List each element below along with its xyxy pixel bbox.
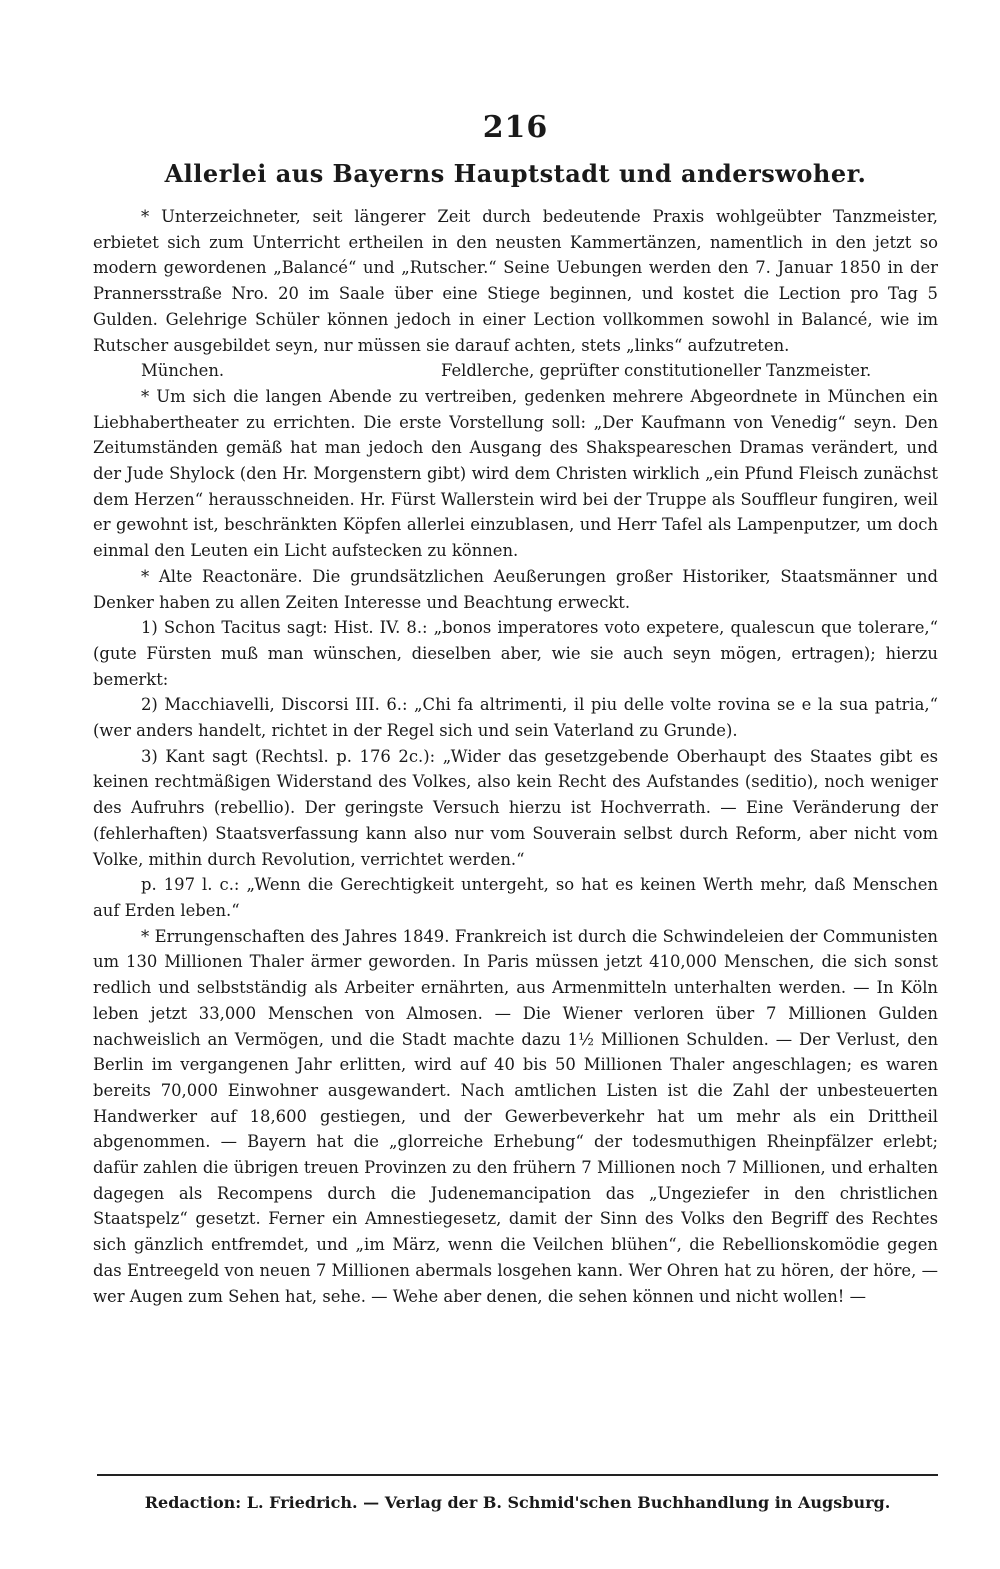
signature-line	[93, 358, 938, 384]
signature-place: München.	[141, 361, 225, 381]
quote-kant-2: p. 197 l. c.: „Wenn die Gerechtigkeit untergeht, so hat es keinen Werth mehr, daß Menschen auf Erden leben.“	[93, 875, 938, 920]
page-number: 216	[482, 110, 549, 145]
article-body	[93, 204, 938, 1309]
item-dance-master: * Unterzeichneter, seit längerer Zeit durch bedeutende Praxis wohlgeübter Tanzmeister, erbietet sich zum Unterricht ertheilen in den neusten Kammertänzen, namentlich in den jetzt so modern gewordenen „Balancé“ und „Rutscher.“ Seine Uebungen werden den 7. Januar 1850 in der Prannersstraße Nro. 20 im Saale über eine Stiege beginnen, und kostet die Lection pro Tag 5 Gulden. Gelehrige Schüler können jedoch in einer Lection vollkommen sowohl in Balancé, wie im Rutscher ausgebildet seyn, nur müssen sie darauf achten, stets „links“ aufzutreten.	[93, 207, 938, 355]
signature-name: Feldlerche, geprüfter constitutioneller Tanzmeister.	[441, 361, 872, 381]
quote-macchiavelli: 2) Macchiavelli, Discorsi III. 6.: „Chi fa altrimenti, il piu delle volte rovina se e la sua patria,“ (wer anders handelt, richtet in der Regel sich und sein Vaterland zu Grunde).	[93, 695, 938, 741]
item-achievements-1849: * Errungenschaften des Jahres 1849. Frankreich ist durch die Schwindeleien der Communisten um 130 Millionen Thaler ärmer geworden. In Paris müssen jetzt 410,000 Menschen, die sich sonst redlich und selbstständig als Arbeiter ernährten, aus Armenmitteln unterhalten werden. — In Köln leben jetzt 33,000 Menschen von Almosen. — Die Wiener verloren über 7 Millionen Gulden nachweislich an Vermögen, und die Stadt machte dazu 1½ Millionen Schulden. — Der Verlust, den Berlin im vergangenen Jahr erlitten, wird auf 40 bis 50 Millionen Thaler angeschlagen; es waren bereits 70,000 Einwohner ausgewandert. Nach amtlichen Listen ist die Zahl der unbesteuerten Handwerker auf 18,600 gestiegen, und der Gewerbeverkehr hat um mehr als ein Drittheil abgenommen. — Bayern hat die „glorreiche Erhebung“ der todesmuthigen Rheinpfälzer erlebt; dafür zahlen die übrigen treuen Provinzen zu den frühern 7 Millionen noch 7 Millionen, und erhalten dagegen als Recompens durch die Judenemancipation das „Ungeziefer in den christlichen Staatspelz“ gesetzt. Ferner ein Amnestiegesetz, damit der Sinn des Volks den Begriff des Rechtes sich gänzlich entfremdet, und „im März, wenn die Veilchen blühen“, die Rebellionskomödie gegen das Entreegeld von neuen 7 Millionen abermals losgehen kann. Wer Ohren hat zu hören, der höre, — wer Augen zum Sehen hat, sehe. — Wehe aber denen, die sehen können und nicht wollen! —	[93, 926, 938, 1306]
imprint-footer: Redaction: L. Friedrich. — Verlag der B. Schmid'schen Buchhandlung in Augsburg.	[144, 1493, 891, 1512]
quote-tacitus: 1) Schon Tacitus sagt: Hist. IV. 8.: „bonos imperatores voto expetere, qualescun que tolerare,“ (gute Fürsten muß man wünschen, dieselben aber, wie sie auch seyn mögen, ertragen); hierzu bemerkt:	[93, 618, 938, 689]
item-amateur-theatre: * Um sich die langen Abende zu vertreiben, gedenken mehrere Abgeordnete in München ein Liebhabertheater zu errichten. Die erste Vorstellung soll: „Der Kaufmann von Venedig“ seyn. Den Zeitumständen gemäß hat man jedoch den Ausgang des Shakspeareschen Dramas verändert, und der Jude Shylock (den Hr. Morgenstern gibt) wird dem Christen wirklich „ein Pfund Fleisch zunächst dem Herzen“ herausschneiden. Hr. Fürst Wallerstein wird bei der Truppe als Souffleur fungiren, weil er gewohnt ist, beschränkten Köpfen allerlei einzublasen, und Herr Tafel als Lampenputzer, um doch einmal den Leuten ein Licht aufstecken zu können.	[93, 386, 938, 561]
page-title: Allerlei aus Bayerns Hauptstadt und anderswoher.	[164, 159, 867, 188]
footer-rule	[97, 1474, 938, 1476]
item-old-reactionaries: * Alte Reactonäre. Die grundsätzlichen Aeußerungen großer Historiker, Staatsmänner und Denker haben zu allen Zeiten Interesse und Beachtung erweckt.	[93, 566, 938, 612]
quote-kant: 3) Kant sagt (Rechtsl. p. 176 2c.): „Wider das gesetzgebende Oberhaupt des Staates gibt es keinen rechtmäßigen Widerstand des Volkes, also kein Recht des Aufstandes (seditio), noch weniger des Aufruhrs (rebellio). Der geringste Versuch hierzu ist Hochverrath. — Eine Veränderung der (fehlerhaften) Staatsverfassung kann also nur vom Souverain selbst durch Reform, aber nicht vom Volke, mithin durch Revolution, verrichtet werden.“	[93, 746, 938, 869]
